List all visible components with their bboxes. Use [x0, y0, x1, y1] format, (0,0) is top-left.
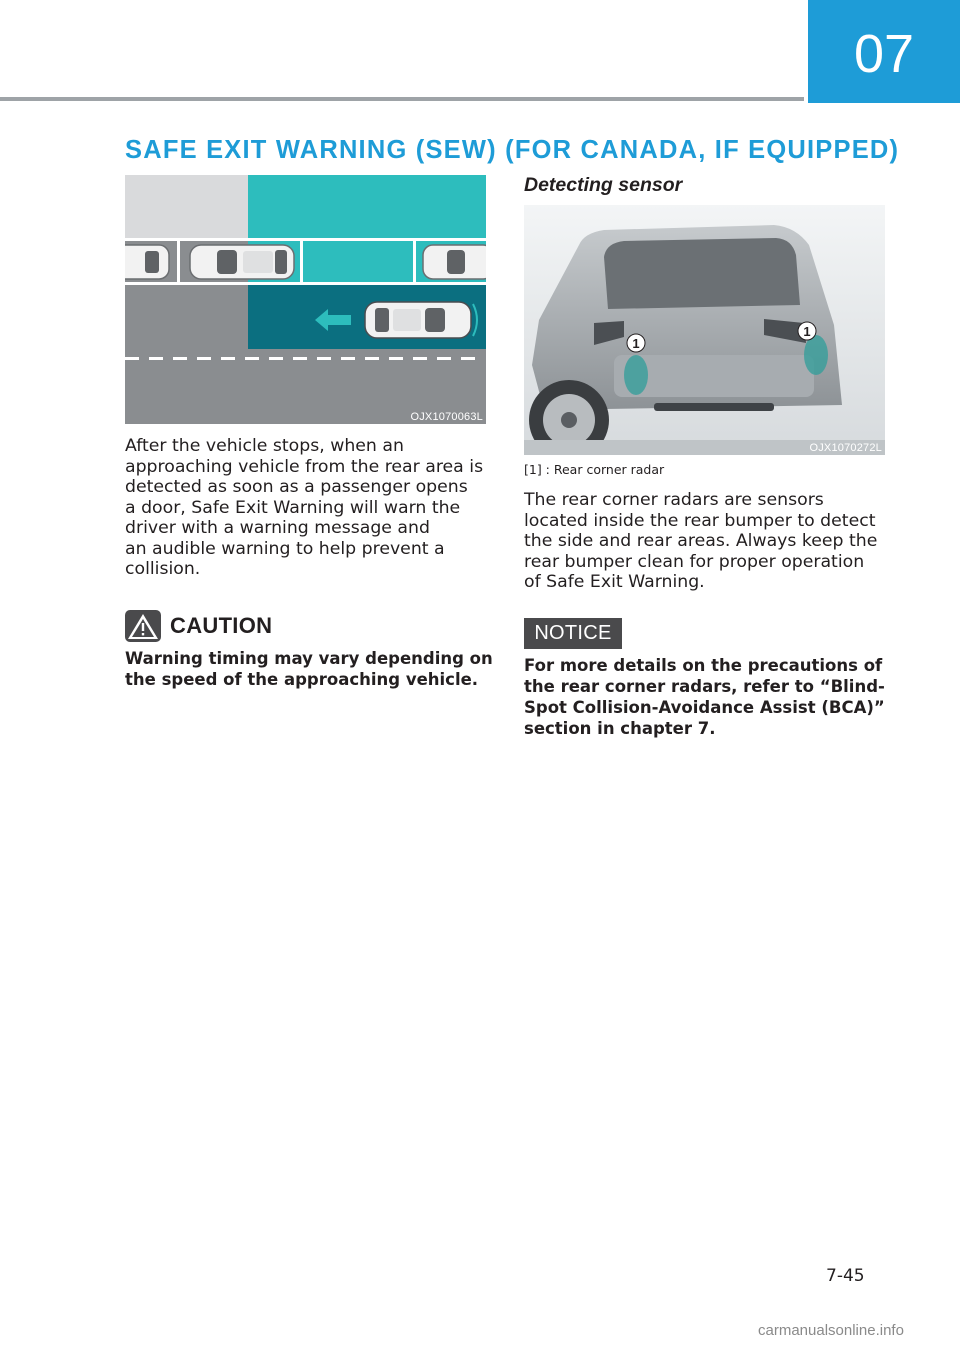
watermark: carmanualsonline.info — [758, 1322, 904, 1339]
section-title: SAFE EXIT WARNING (SEW) (FOR CANADA, IF EQUIPPED) — [125, 136, 900, 164]
caution-label: CAUTION — [170, 613, 273, 638]
notice-badge: NOTICE — [524, 618, 622, 649]
detecting-sensor-heading: Detecting sensor — [524, 174, 683, 196]
chapter-number: 07 — [853, 23, 915, 84]
safe-exit-warning-illustration — [125, 175, 486, 424]
chapter-tab — [808, 0, 960, 103]
notice-text: For more details on the precautions of the rear corner radars, refer to “Blind- Spot Collision-Avoidance Assist (BCA)” section in chapter 7. — [524, 656, 885, 738]
page-number: 7-45 — [826, 1266, 865, 1286]
radar-callout — [798, 322, 816, 340]
radar-callout — [627, 334, 645, 352]
rear-corner-radar-photo — [524, 205, 885, 455]
svg-text:1: 1 — [803, 324, 811, 339]
intro-paragraph: After the vehicle stops, when an approaching vehicle from the rear area is detected as soon as a passenger opens a door, Safe Exit Warning will warn the driver with a warning message and an audible warning to help prevent a collision. — [125, 436, 484, 579]
header-rule — [0, 97, 804, 101]
figure-caption: [1] : Rear corner radar — [524, 462, 665, 477]
svg-text:1: 1 — [632, 336, 640, 351]
sensor-paragraph: The rear corner radars are sensors located inside the rear bumper to detect the side and rear areas. Always keep the rear bumper clean for proper operation of Safe Exit Warning. — [524, 490, 878, 592]
figure-code: OJX1070063L — [410, 411, 483, 423]
caution-text: Warning timing may vary depending on the speed of the approaching vehicle. — [125, 649, 493, 689]
figure-code: OJX1070272L — [809, 442, 882, 454]
caution-icon — [125, 610, 161, 642]
